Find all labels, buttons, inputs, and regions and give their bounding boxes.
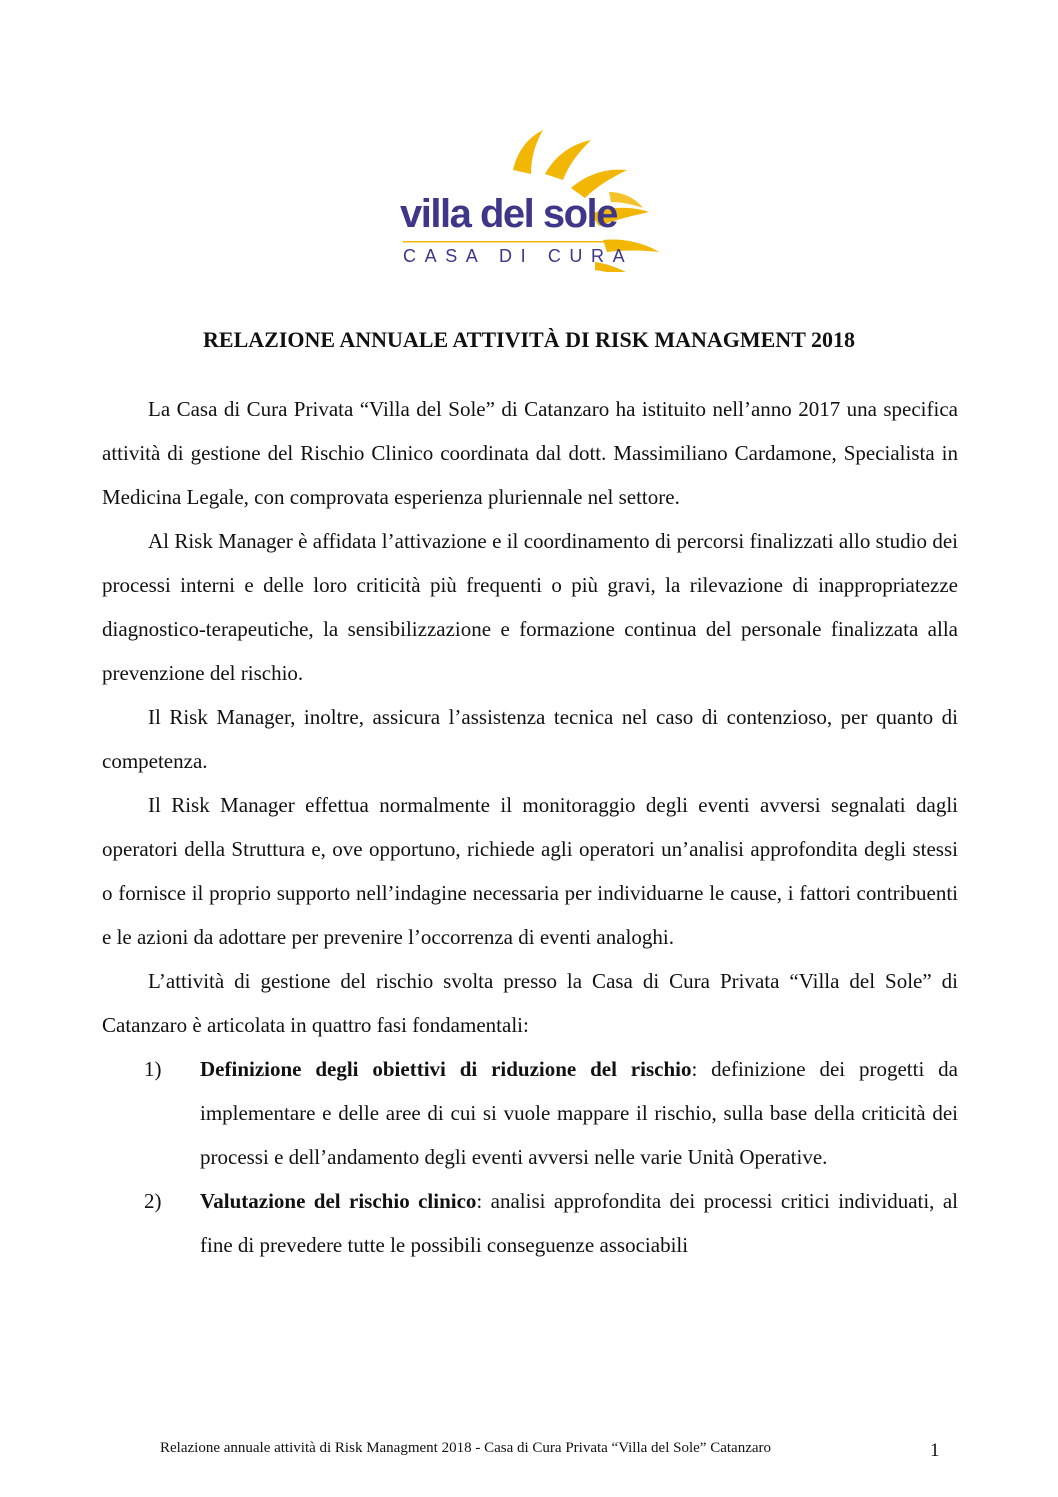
logo-divider xyxy=(403,240,623,244)
list-item xyxy=(102,1047,958,1179)
page-footer: Relazione annuale attività di Risk Managment 2018 - Casa di Cura Privata “Villa del Sole” Catanzaro xyxy=(160,1440,772,1456)
list-number: 1) xyxy=(144,1057,162,1081)
paragraph: Il Risk Manager, inoltre, assicura l’assistenza tecnica nel caso di contenzioso, per quanto di competenza. xyxy=(102,705,958,773)
list-heading: Valutazione del rischio clinico xyxy=(200,1189,477,1213)
paragraph: Il Risk Manager effettua normalmente il monitoraggio degli eventi avversi segnalati dagli operatori della Struttura e, ove opportuno, richiede agli operatori un’analisi approfondita degli stessi o fornisce il proprio supporto nell’indagine necessaria per individuarne le cause, i fattori contribuenti e le azioni da adottare per prevenire l’occorrenza di eventi analoghi. xyxy=(102,793,958,949)
list-heading: Definizione degli obiettivi di riduzione del rischio xyxy=(200,1057,692,1081)
document-body xyxy=(102,387,958,1267)
page-number: 1 xyxy=(930,1440,940,1461)
list-text: : definizione dei progetti da implementare e delle aree di cui si vuole mappare il rischio, sulla base della criticità dei processi e dell’andamento degli eventi avversi nelle varie Unità Operative. xyxy=(200,1057,958,1169)
logo xyxy=(395,122,685,272)
list-number: 2) xyxy=(144,1189,162,1213)
phase-list xyxy=(102,1047,958,1267)
list-item xyxy=(102,1179,958,1267)
paragraph: Al Risk Manager è affidata l’attivazione e il coordinamento di percorsi finalizzati allo studio dei processi interni e delle loro criticità più frequenti o più gravi, la rilevazione di inappropriatezze diagnostico-terapeutiche, la sensibilizzazione e formazione continua del personale finalizzata alla prevenzione del rischio. xyxy=(102,529,958,685)
document-title: RELAZIONE ANNUALE ATTIVITÀ DI RISK MANAGMENT 2018 xyxy=(203,327,855,352)
paragraph: L’attività di gestione del rischio svolta presso la Casa di Cura Privata “Villa del Sole” di Catanzaro è articolata in quattro fasi fondamentali: xyxy=(102,969,958,1037)
logo-subtitle: CASA DI CURA xyxy=(403,246,634,266)
logo-name: villa del sole xyxy=(400,192,617,236)
paragraph: La Casa di Cura Privata “Villa del Sole” di Catanzaro ha istituito nell’anno 2017 una specifica attività di gestione del Rischio Clinico coordinata dal dott. Massimiliano Cardamone, Specialista in Medicina Legale, con comprovata esperienza pluriennale nel settore. xyxy=(102,397,958,509)
list-text: : analisi approfondita dei processi critici individuati, al fine di prevedere tutte le possibili conseguenze associabili xyxy=(200,1189,958,1257)
